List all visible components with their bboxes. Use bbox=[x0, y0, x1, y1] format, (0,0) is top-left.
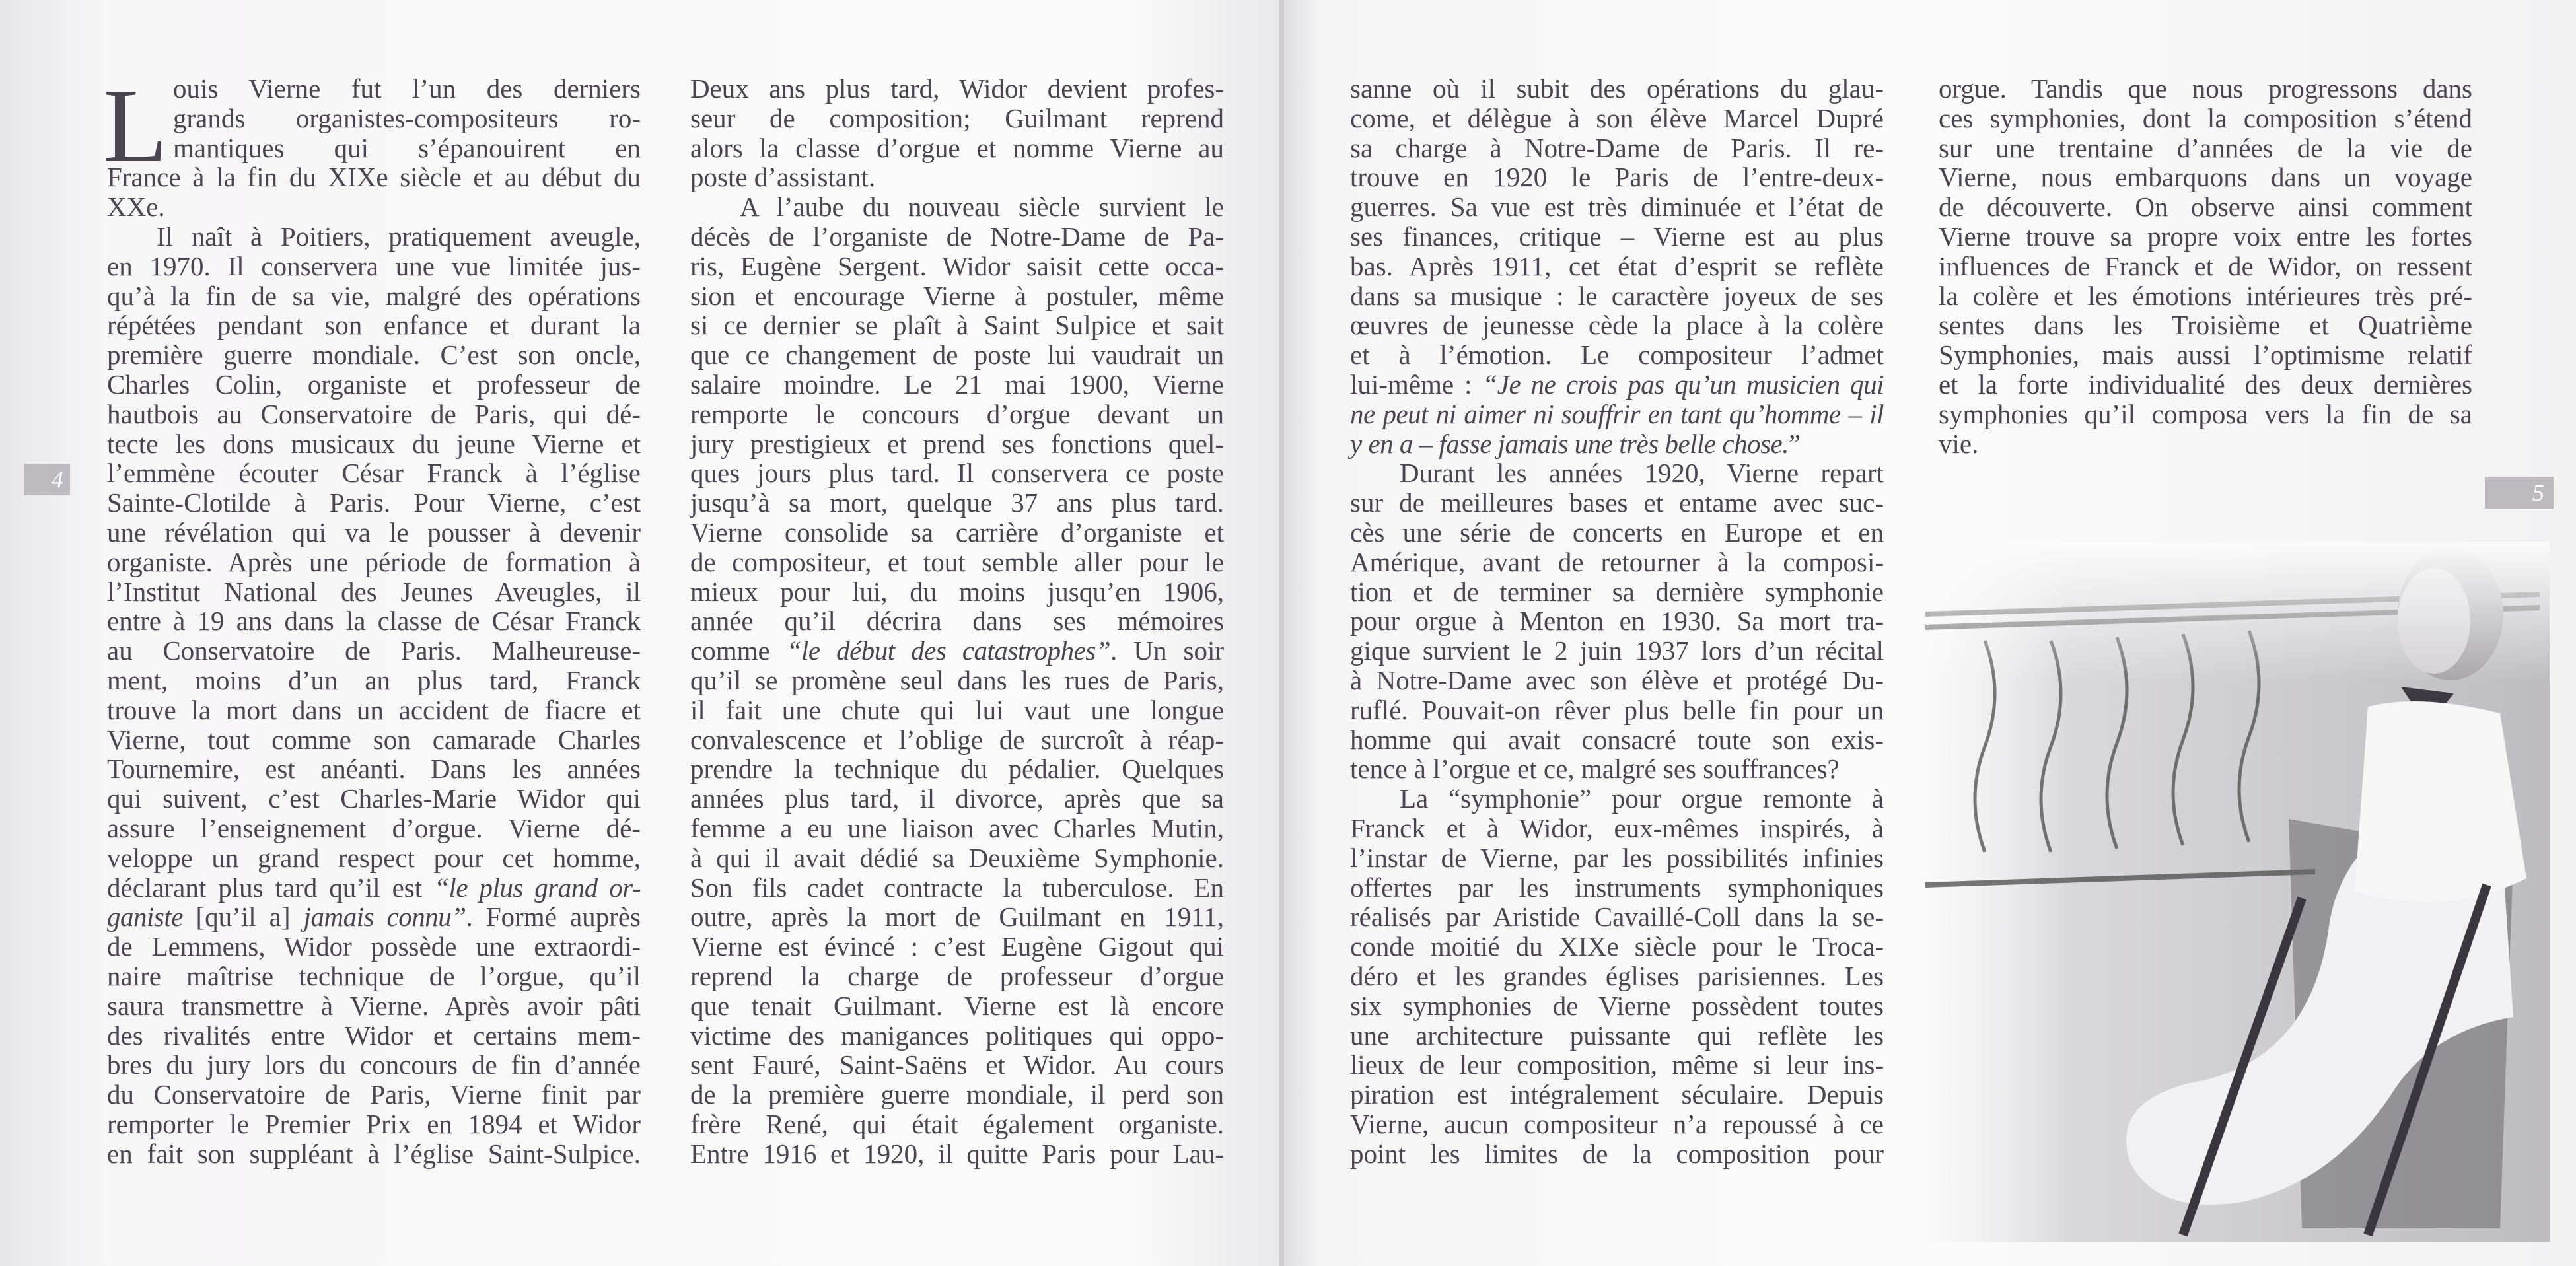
page-number-left: 4 bbox=[24, 464, 70, 495]
text-line: décès de l’organiste de Notre-Dame de Pa- bbox=[690, 221, 1224, 252]
text-line: homme qui avait consacré toute son exis- bbox=[1350, 724, 1884, 755]
text-line: que tenait Guilmant. Vierne est là encore bbox=[690, 990, 1224, 1021]
text-line: des rivalités entre Widor et certains mem- bbox=[107, 1020, 641, 1051]
text-line: de la première guerre mondiale, il perd son bbox=[690, 1079, 1224, 1110]
drop-cap: L bbox=[103, 67, 168, 184]
text-line: trouve la mort dans un accident de fiacre et bbox=[107, 694, 641, 725]
text-line: tence à l’orgue et ce, malgré ses souffrances? bbox=[1350, 754, 1840, 785]
text-segment: comme bbox=[690, 635, 787, 666]
text-line: première guerre mondiale. C’est son oncle, bbox=[107, 339, 641, 370]
text-line: répétées pendant son enfance et durant la bbox=[107, 310, 641, 341]
text-line bbox=[1350, 400, 1884, 429]
text-segment: [qu’il a] bbox=[196, 901, 304, 932]
text-line: si ce dernier se plaît à Saint Sulpice et sait bbox=[690, 310, 1224, 341]
text-line: qu’à la fin de sa vie, malgré des opérations bbox=[107, 280, 641, 311]
text-line: Vierne consolide sa carrière d’organiste et bbox=[690, 516, 1224, 547]
text-line: ruflé. Pouvait-on rêver plus belle fin pour un bbox=[1350, 694, 1884, 725]
booklet-spine bbox=[1279, 0, 1284, 1266]
text-line: qui suivent, c’est Charles-Marie Widor qui bbox=[107, 783, 641, 814]
text-line: trouve en 1920 le Paris de l’entre-deux- bbox=[1350, 162, 1884, 193]
text-line: de compositeur, et tout semble aller pour le bbox=[690, 546, 1224, 577]
text-line: Vierne, tout comme son camarade Charles bbox=[107, 724, 641, 755]
text-line: Vierne, aucun compositeur n’a repoussé à ce bbox=[1350, 1108, 1884, 1139]
text-line: et à l’émotion. Le compositeur l’admet bbox=[1350, 339, 1884, 370]
text-line: que ce changement de poste lui vaudrait un bbox=[690, 339, 1224, 370]
text-column-1 bbox=[103, 67, 641, 1169]
text-line: assure l’enseignement d’orgue. Vierne dé- bbox=[107, 812, 641, 843]
text-line: mantiques qui s’épanouirent en bbox=[173, 132, 641, 163]
italic-quote-segment: y en a – fasse jamais une très belle chose. bbox=[1350, 428, 1789, 459]
text-line: sa charge à Notre-Dame de Paris. Il re- bbox=[1350, 132, 1884, 163]
text-line: de découverte. On observe ainsi comment bbox=[1939, 192, 2472, 223]
text-segment: ” bbox=[1788, 428, 1801, 459]
text-line: Vierne trouve sa propre voix entre les fortes bbox=[1939, 221, 2472, 252]
text-line: du Conservatoire de Paris, Vierne finit par bbox=[107, 1079, 641, 1110]
text-line: guerres. Sa vue est très diminuée et l’état de bbox=[1350, 192, 1884, 223]
text-line: come, et délègue à son élève Marcel Dupré bbox=[1350, 102, 1884, 133]
text-line: Vierne est évincé : c’est Eugène Gigout qui bbox=[690, 931, 1224, 962]
text-line: ment, moins d’un an plus tard, Franck bbox=[107, 664, 641, 695]
text-line: mieux pour lui, du moins jusqu’en 1906, bbox=[690, 576, 1224, 607]
text-segment: déclarant plus tard qu’il est bbox=[107, 872, 435, 903]
text-line: veloppe un grand respect pour cet homme, bbox=[107, 842, 641, 873]
text-line: femme a eu une liaison avec Charles Mutin, bbox=[690, 812, 1224, 843]
text-column-3 bbox=[1350, 74, 1884, 1168]
italic-quote-segment: ganiste bbox=[107, 901, 196, 932]
text-line: remporter le Premier Prix en 1894 et Widor bbox=[107, 1108, 641, 1139]
text-line: convalescence et l’oblige de surcroît à réap- bbox=[690, 724, 1224, 755]
text-line: Entre 1916 et 1920, il quitte Paris pour Lau- bbox=[690, 1138, 1224, 1169]
italic-quote-segment: “le plus grand or- bbox=[434, 872, 641, 903]
text-line: l’instar de Vierne, par les possibilités infinies bbox=[1350, 842, 1884, 873]
text-line: Vierne, nous embarquons dans un voyage bbox=[1939, 162, 2472, 193]
text-line: en 1970. Il conservera une vue limitée jus- bbox=[107, 250, 641, 281]
text-line: sent Fauré, Saint-Saëns et Widor. Au cours bbox=[690, 1049, 1224, 1080]
portrait-photo-of-vierne-on-balcony bbox=[1906, 542, 2550, 1242]
italic-quote-segment: jamais connu” bbox=[303, 901, 466, 932]
text-line: ses finances, critique – Vierne est au plus bbox=[1350, 221, 1884, 252]
text-segment: . Un soir bbox=[1110, 635, 1224, 666]
text-line: gique survient le 2 juin 1937 lors d’un récital bbox=[1350, 635, 1884, 666]
text-line: naire maîtrise technique de l’orgue, qu’il bbox=[107, 960, 641, 991]
text-line: de Lemmens, Widor possède une extraordi- bbox=[107, 931, 641, 962]
text-line: A l’aube du nouveau siècle survient le bbox=[740, 192, 1224, 223]
text-line: offertes par les instruments symphoniques bbox=[1350, 872, 1884, 903]
text-line: Symphonies, mais aussi l’optimisme relatif bbox=[1939, 339, 2472, 370]
text-line bbox=[107, 902, 641, 932]
text-line: alors la classe d’orgue et nomme Vierne au bbox=[690, 132, 1224, 163]
text-line: déro et les grandes églises parisiennes. Les bbox=[1350, 960, 1884, 991]
text-line: l’Institut National des Jeunes Aveugles, il bbox=[107, 576, 641, 607]
text-line: Deux ans plus tard, Widor devient profes- bbox=[690, 73, 1224, 104]
text-line: qu’il se promène seul dans les rues de Paris, bbox=[690, 664, 1224, 695]
text-line: influences de Franck et de Widor, on ressent bbox=[1939, 250, 2472, 281]
text-line: bres du jury lors du concours de fin d’année bbox=[107, 1049, 641, 1080]
text-line: une révélation qui va le pousser à devenir bbox=[107, 516, 641, 547]
text-line: ces symphonies, dont la composition s’étend bbox=[1939, 102, 2472, 133]
text-line: tecte les dons musicaux du jeune Vierne et bbox=[107, 428, 641, 459]
text-line: à qui il avait dédié sa Deuxième Symphonie. bbox=[690, 842, 1224, 873]
text-line: lieux de leur composition, même si leur ins- bbox=[1350, 1049, 1884, 1080]
text-line: à Notre-Dame avec son élève et protégé Du- bbox=[1350, 664, 1884, 695]
text-line: jusqu’à sa mort, quelque 37 ans plus tard. bbox=[690, 487, 1224, 518]
text-line: reprend la charge de professeur d’orgue bbox=[690, 960, 1224, 991]
italic-quote-segment: “Je ne crois pas qu’un musicien qui bbox=[1482, 369, 1884, 400]
text-line: frère René, qui était également organiste. bbox=[690, 1108, 1224, 1139]
text-line: point les limites de la composition pour bbox=[1350, 1138, 1884, 1169]
text-line: ris, Eugène Sergent. Widor saisit cette occa- bbox=[690, 250, 1224, 281]
italic-quote-segment: ne peut ni aimer ni souffrir en tant qu’homme – il bbox=[1350, 398, 1884, 429]
text-line: seur de composition; Guilmant reprend bbox=[690, 102, 1224, 133]
text-line: piration est intégralement séculaire. Depuis bbox=[1350, 1079, 1884, 1110]
text-line: orgue. Tandis que nous progressons dans bbox=[1939, 73, 2472, 104]
text-line: outre, après la mort de Guilmant en 1911, bbox=[690, 901, 1224, 932]
text-line: et la forte individualité des deux dernières bbox=[1939, 369, 2472, 400]
text-line: années plus tard, il divorce, après que sa bbox=[690, 783, 1224, 814]
text-line: France à la fin du XIXe siècle et au début du bbox=[107, 162, 641, 193]
text-line: Tournemire, est anéanti. Dans les années bbox=[107, 754, 641, 785]
text-column-4 bbox=[1939, 74, 2472, 458]
text-line: Charles Colin, organiste et professeur de bbox=[107, 369, 641, 400]
text-line: entre à 19 ans dans la classe de César Franck bbox=[107, 606, 641, 637]
text-line: cès une série de concerts en Europe et en bbox=[1350, 516, 1884, 547]
text-line: en fait son suppléant à l’église Saint-Sulpice. bbox=[107, 1138, 641, 1169]
text-line: tion et de terminer sa dernière symphonie bbox=[1350, 576, 1884, 607]
text-line: symphonies qu’il composa vers la fin de sa bbox=[1939, 398, 2472, 429]
text-line bbox=[1350, 429, 1884, 459]
text-column-2 bbox=[690, 74, 1224, 1168]
text-line: Il naît à Poitiers, pratiquement aveugle, bbox=[157, 221, 641, 252]
text-line: sion et encourage Vierne à postuler, même bbox=[690, 280, 1224, 311]
text-line bbox=[1350, 370, 1884, 400]
text-line: pour orgue à Menton en 1930. Sa mort tra- bbox=[1350, 606, 1884, 637]
text-line: XXe. bbox=[107, 192, 165, 223]
text-line: grands organistes-compositeurs ro- bbox=[173, 102, 641, 133]
text-segment: lui-même : bbox=[1350, 369, 1483, 400]
text-line: il fait une chute qui lui vaut une longue bbox=[690, 694, 1224, 725]
text-line: année qu’il décrira dans ses mémoires bbox=[690, 606, 1224, 637]
text-line bbox=[107, 873, 641, 903]
text-line: au Conservatoire de Paris. Malheureuse- bbox=[107, 635, 641, 666]
text-line: Durant les années 1920, Vierne repart bbox=[1400, 458, 1884, 489]
text-line: remporte le concours d’orgue devant un bbox=[690, 398, 1224, 429]
text-segment: . Formé auprès bbox=[466, 901, 641, 932]
text-line: hautbois au Conservatoire de Paris, qui dé- bbox=[107, 398, 641, 429]
text-line: la colère et les émotions intérieures très pré- bbox=[1939, 280, 2472, 311]
text-line: victime des manigances politiques qui oppo- bbox=[690, 1020, 1224, 1051]
text-line: Son fils cadet contracte la tuberculose. En bbox=[690, 872, 1224, 903]
text-line: organiste. Après une période de formation à bbox=[107, 546, 641, 577]
text-line: sur une trentaine d’années de la vie de bbox=[1939, 132, 2472, 163]
text-line: vie. bbox=[1939, 428, 1979, 459]
text-line: réalisés par Aristide Cavaillé-Coll dans la se- bbox=[1350, 901, 1884, 932]
text-line: Amérique, avant de retourner à la composi- bbox=[1350, 546, 1884, 577]
text-line: l’emmène écouter César Franck à l’église bbox=[107, 458, 641, 489]
text-line: une architecture puissante qui reflète les bbox=[1350, 1020, 1884, 1051]
text-line: prendre la technique du pédalier. Quelques bbox=[690, 754, 1224, 785]
text-line: salaire moindre. Le 21 mai 1900, Vierne bbox=[690, 369, 1224, 400]
page-number-right: 5 bbox=[2485, 477, 2554, 509]
text-line: ouis Vierne fut l’un des derniers bbox=[173, 73, 641, 104]
text-line bbox=[690, 636, 1224, 666]
text-line: La “symphonie” pour orgue remonte à bbox=[1400, 783, 1884, 814]
text-line: Franck et à Widor, eux-mêmes inspirés, à bbox=[1350, 812, 1884, 843]
text-line: Sainte-Clotilde à Paris. Pour Vierne, c’est bbox=[107, 487, 641, 518]
text-line: jury prestigieux et prend ses fonctions quel- bbox=[690, 428, 1224, 459]
text-line: poste d’assistant. bbox=[690, 162, 876, 193]
text-line: œuvres de jeunesse cède la place à la colère bbox=[1350, 310, 1884, 341]
text-line: six symphonies de Vierne possèdent toutes bbox=[1350, 990, 1884, 1021]
text-line: sanne où il subit des opérations du glau- bbox=[1350, 73, 1884, 104]
text-line: dans sa musique : le caractère joyeux de ses bbox=[1350, 280, 1884, 311]
text-line: ques jours plus tard. Il conservera ce poste bbox=[690, 458, 1224, 489]
text-line: sentes dans les Troisième et Quatrième bbox=[1939, 310, 2472, 341]
italic-quote-segment: “le début des catastrophes” bbox=[786, 635, 1111, 666]
text-line: conde moitié du XIXe siècle pour le Troca- bbox=[1350, 931, 1884, 962]
text-line: bas. Après 1911, cet état d’esprit se reflète bbox=[1350, 250, 1884, 281]
text-line: saura transmettre à Vierne. Après avoir pâti bbox=[107, 990, 641, 1021]
text-line: sur de meilleures bases et entame avec suc- bbox=[1350, 487, 1884, 518]
